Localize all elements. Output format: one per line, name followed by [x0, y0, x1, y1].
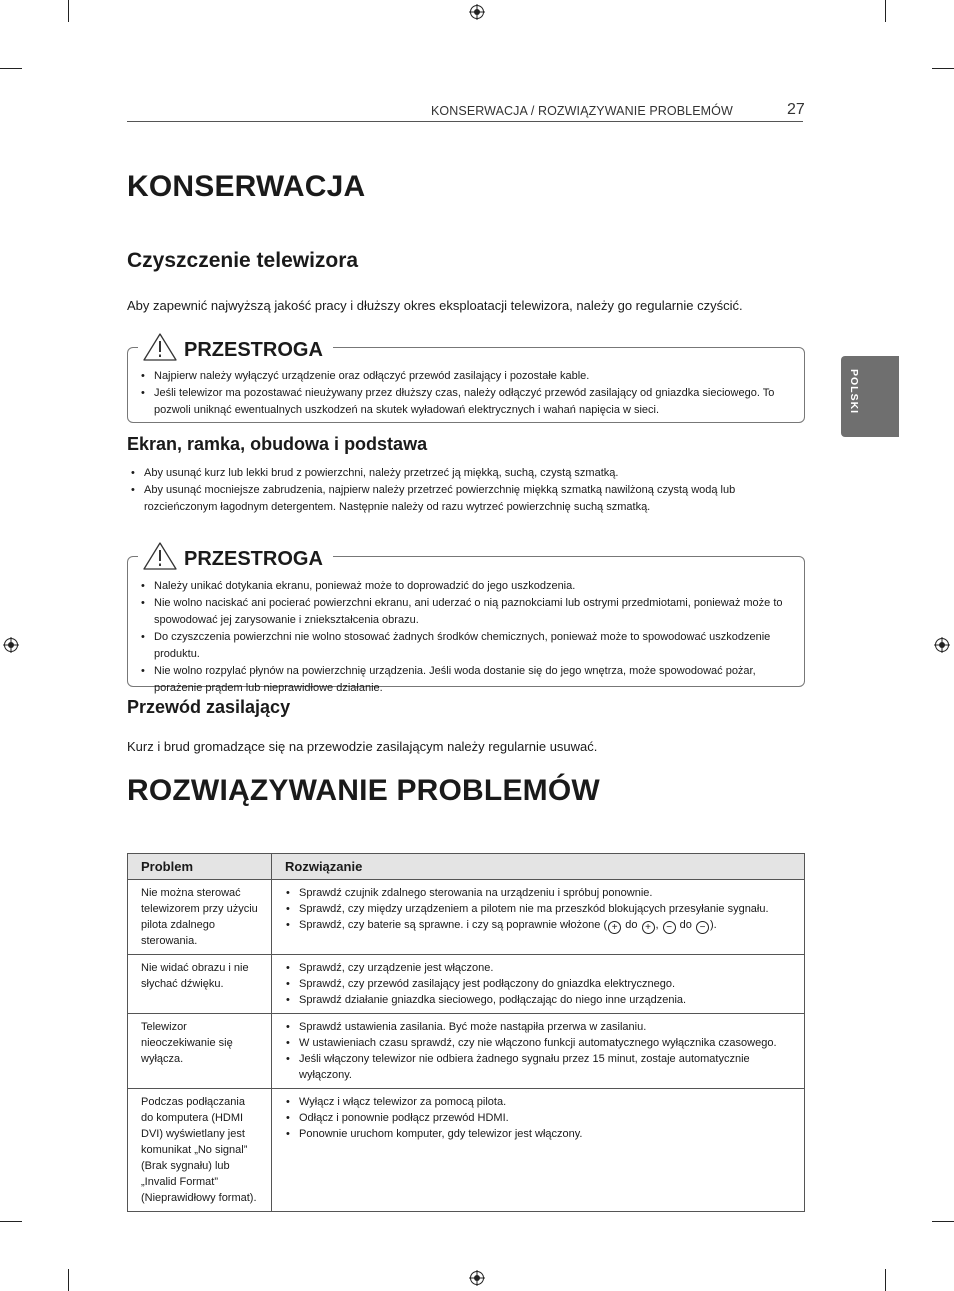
screen-cleaning-list: [131, 465, 803, 516]
registration-mark-icon: [469, 4, 485, 20]
warning-triangle-icon: [142, 541, 178, 571]
registration-mark-icon: [469, 1270, 485, 1286]
problem-cell: Podczas podłączania do komputera (HDMI DVI) wyświetlany jest komunikat „No signal” (Brak sygnału) lub „Invalid Format” (Nieprawidłowy format).: [128, 1089, 272, 1212]
caution-list: [141, 578, 789, 697]
registration-mark-icon: [3, 637, 19, 653]
section-heading-cleaning: Czyszczenie telewizora: [127, 249, 359, 272]
list-item: • Sprawdź ustawienia zasilania. Być może nastąpiła przerwa w zasilaniu.: [285, 1019, 791, 1035]
table-header-row: [128, 854, 805, 880]
language-tab: [841, 356, 899, 437]
page-number: 27: [787, 101, 805, 118]
language-tab-label: POLSKI: [848, 369, 860, 415]
list-item: • Wyłącz i włącz telewizor za pomocą pilota.: [285, 1094, 791, 1110]
problem-cell: Nie można sterować telewizorem przy użyciu pilota zdalnego sterowania.: [128, 880, 272, 955]
list-item: • Nie wolno naciskać ani pocierać powierzchni ekranu, ani uderzać o nią paznokciami lub ostrymi przedmiotami, ponieważ może to spowodować jej zarysowanie i zniekształcenia obrazu.: [141, 595, 789, 629]
list-item: • Należy unikać dotykania ekranu, ponieważ może to doprowadzić do jego uszkodzenia.: [141, 578, 789, 595]
column-header-problem: Problem: [128, 854, 272, 880]
solution-cell: [272, 1014, 805, 1089]
caution-box: [127, 339, 805, 423]
solution-cell: [272, 880, 805, 955]
crop-mark: [932, 68, 954, 69]
list-item: • Jeśli włączony telewizor nie odbiera żadnego sygnału przez 15 minut, zostaje automatycznie wyłączony.: [285, 1051, 791, 1083]
section-heading-screen: Ekran, ramka, obudowa i podstawa: [127, 434, 428, 454]
solution-cell: [272, 1089, 805, 1212]
crop-mark: [0, 1221, 22, 1222]
list-item: • Odłącz i ponownie podłącz przewód HDMI.: [285, 1110, 791, 1126]
header-rule: [127, 121, 803, 122]
column-header-solution: Rozwiązanie: [272, 854, 805, 880]
running-header: KONSERWACJA / ROZWIĄZYWANIE PROBLEMÓW: [431, 104, 733, 118]
crop-mark: [932, 1221, 954, 1222]
list-item: • Ponownie uruchom komputer, gdy telewizor jest włączony.: [285, 1126, 791, 1142]
list-item: • Nie wolno rozpylać płynów na powierzchnię urządzenia. Jeśli woda dostanie się do jego wnętrza, może spowodować pożar, porażenie prądem lub nieprawidłowe działanie.: [141, 663, 789, 697]
table-row: [128, 880, 805, 955]
battery-connector: do: [622, 919, 641, 931]
battery-separator: ,: [655, 919, 662, 931]
cleaning-intro: Aby zapewnić najwyższą jakość pracy i dłuższy okres eksploatacji telewizora, należy go regularnie czyścić.: [127, 298, 743, 313]
battery-connector: do: [676, 919, 695, 931]
problem-cell: Telewizor nieoczekiwanie się wyłącza.: [128, 1014, 272, 1089]
table-row: [128, 1089, 805, 1212]
troubleshooting-title: ROZWIĄZYWANIE PROBLEMÓW: [127, 774, 600, 807]
registration-mark-icon: [934, 637, 950, 653]
crop-mark: [0, 68, 22, 69]
troubleshooting-table: [127, 853, 803, 1212]
warning-triangle-icon: [142, 332, 178, 362]
crop-mark: [68, 0, 69, 22]
list-item: • W ustawieniach czasu sprawdź, czy nie włączono funkcji automatycznego wyłącznika czasowego.: [285, 1035, 791, 1051]
caution-box: [127, 548, 805, 694]
list-item: • Jeśli telewizor ma pozostawać nieużywany przez dłuższy czas, należy odłączyć przewód zasilający od gniazdka sieciowego. To pozwoli uniknąć ewentualnych uszkodzeń na skutek wyładowań elektrycznych i wahań napięcia w sieci.: [141, 385, 789, 419]
caution-list: [141, 368, 789, 419]
table-row: [128, 955, 805, 1014]
list-item: • Aby usunąć mocniejsze zabrudzenia, najpierw należy przetrzeć powierzchnię miękką szmatką nawilżoną czystą wodą lub rozcieńczonym łagodnym detergentem. Następnie należy od razu wytrzeć powierzchnię suchą szmatką.: [131, 482, 803, 516]
list-item: • Do czyszczenia powierzchni nie wolno stosować żadnych środków chemicznych, ponieważ może to spowodować uszkodzenie produktu.: [141, 629, 789, 663]
minus-terminal-icon: −: [696, 921, 709, 934]
plus-terminal-icon: +: [642, 921, 655, 934]
crop-mark: [68, 1269, 69, 1291]
solution-cell: [272, 955, 805, 1014]
page-title: KONSERWACJA: [127, 170, 366, 203]
section-heading-cord: Przewód zasilający: [127, 697, 291, 717]
minus-battery-icon: −: [663, 921, 676, 934]
caution-label: PRZESTROGA: [184, 339, 323, 361]
list-item: [285, 917, 791, 934]
list-item: • Sprawdź czujnik zdalnego sterowania na urządzeniu i spróbuj ponownie.: [285, 885, 791, 901]
list-item: • Najpierw należy wyłączyć urządzenie oraz odłączyć przewód zasilający i pozostałe kable.: [141, 368, 789, 385]
plus-battery-icon: +: [608, 921, 621, 934]
list-item: • Sprawdź, czy między urządzeniem a pilotem nie ma przeszkód blokujących przesyłanie sygnału.: [285, 901, 791, 917]
list-item: • Aby usunąć kurz lub lekki brud z powierzchni, należy przetrzeć ją miękką, suchą, czystą szmatką.: [131, 465, 803, 482]
table-row: [128, 1014, 805, 1089]
list-item: • Sprawdź, czy przewód zasilający jest podłączony do gniazdka elektrycznego.: [285, 976, 791, 992]
crop-mark: [885, 0, 886, 22]
crop-mark: [885, 1269, 886, 1291]
caution-header: [138, 541, 333, 571]
list-item: • Sprawdź, czy urządzenie jest włączone.: [285, 960, 791, 976]
cord-text: Kurz i brud gromadzące się na przewodzie zasilającym należy regularnie usuwać.: [127, 739, 598, 754]
battery-end: ).: [709, 919, 717, 931]
caution-header: [138, 332, 333, 362]
list-item: • Sprawdź działanie gniazdka sieciowego, podłączając do niego inne urządzenia.: [285, 992, 791, 1008]
battery-text: Sprawdź, czy baterie są sprawne. i czy są poprawnie włożone (: [299, 919, 608, 931]
caution-label: PRZESTROGA: [184, 548, 323, 570]
problem-cell: Nie widać obrazu i nie słychać dźwięku.: [128, 955, 272, 1014]
